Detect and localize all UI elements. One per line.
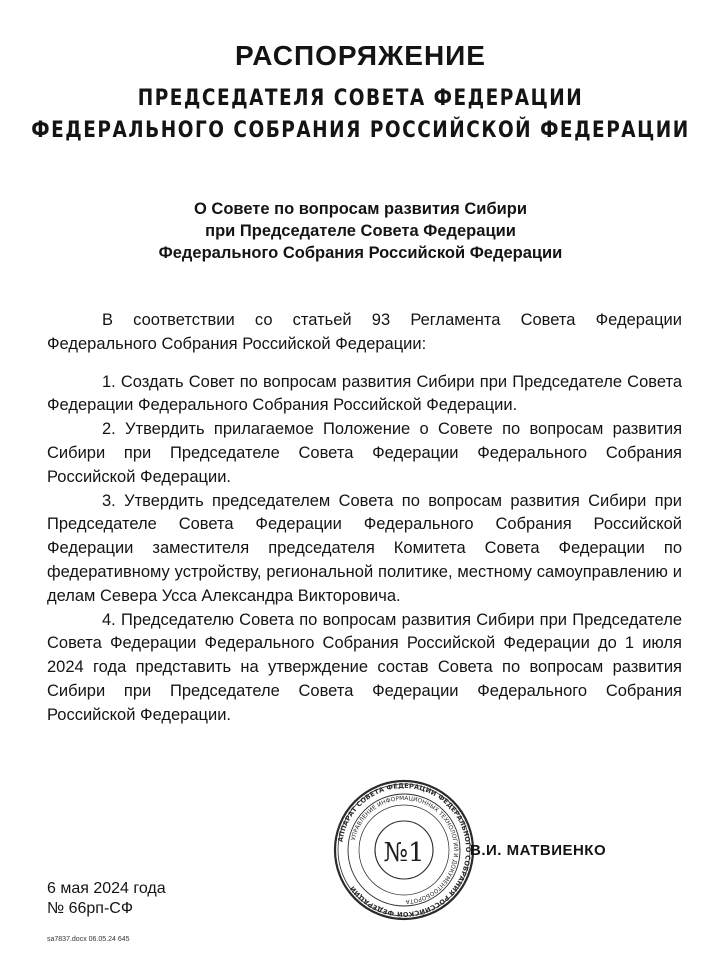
seal-outer-text: АППАРАТ СОВЕТА ФЕДЕРАЦИИ ФЕДЕРАЛЬНОГО СОБРАНИЯ РОССИЙСКОЙ ФЕДЕРАЦИИ bbox=[336, 781, 473, 919]
order-body bbox=[47, 309, 682, 728]
item-4: 4. Председателю Совета по вопросам развития Сибири при Председателе Совета Федерации Федерального Собрания Российской Федерации до 1 июля 2024 года представить на утверждение состав Совета по вопросам развития Сибири при Председателе Совета Федерации Федерального Собрания Российской Федерации. bbox=[47, 610, 682, 724]
issuer-line-2: ФЕДЕРАЛЬНОГО СОБРАНИЯ РОССИЙСКОЙ ФЕДЕРАЦИИ bbox=[31, 117, 690, 144]
item-1: 1. Создать Совет по вопросам развития Сибири при Председателе Совета Федерации Федерального Собрания Российской Федерации. bbox=[47, 372, 682, 415]
intro-paragraph: В соответствии со статьей 93 Регламента Совета Федерации Федерального Собрания Российской Федерации: bbox=[47, 311, 682, 353]
seal-center-number: №1 bbox=[383, 838, 425, 868]
file-reference: sa7837.docx 06.05.24 645 bbox=[47, 936, 130, 943]
heading-line-1: О Совете по вопросам развития Сибири bbox=[193, 200, 528, 218]
order-heading bbox=[0, 198, 721, 264]
heading-line-3: Федерального Собрания Российской Федерации bbox=[158, 244, 563, 262]
issuer-line-1: ПРЕДСЕДАТЕЛЯ СОВЕТА ФЕДЕРАЦИИ bbox=[137, 85, 584, 112]
item-2: 2. Утвердить прилагаемое Положение о Совете по вопросам развития Сибири при Председателе Совета Федерации Федерального Собрания Российской Федерации. bbox=[47, 420, 682, 486]
document-number: № 66рп-СФ bbox=[47, 900, 134, 917]
heading-line-2: при Председателе Совета Федерации bbox=[205, 222, 516, 240]
seal-inner-text: УПРАВЛЕНИЕ ИНФОРМАЦИОННЫХ ТЕХНОЛОГИЙ И ДОКУМЕНТООБОРОТА bbox=[350, 795, 459, 905]
date-block bbox=[47, 879, 166, 919]
document-title: РАСПОРЯЖЕНИЕ bbox=[235, 40, 486, 71]
document-date: 6 мая 2024 года bbox=[47, 880, 166, 897]
official-seal bbox=[333, 779, 475, 921]
item-3: 3. Утвердить председателем Совета по вопросам развития Сибири при Председателе Совета Федерации Федерального Собрания Российской Федерации заместителя председателя Комитета Совета Федерации по федеративному устройству, региональной политике, местному самоуправлению и делам Севера Усса Александра Викторовича. bbox=[47, 491, 682, 605]
signatory-name: В.И. МАТВИЕНКО bbox=[470, 842, 607, 859]
